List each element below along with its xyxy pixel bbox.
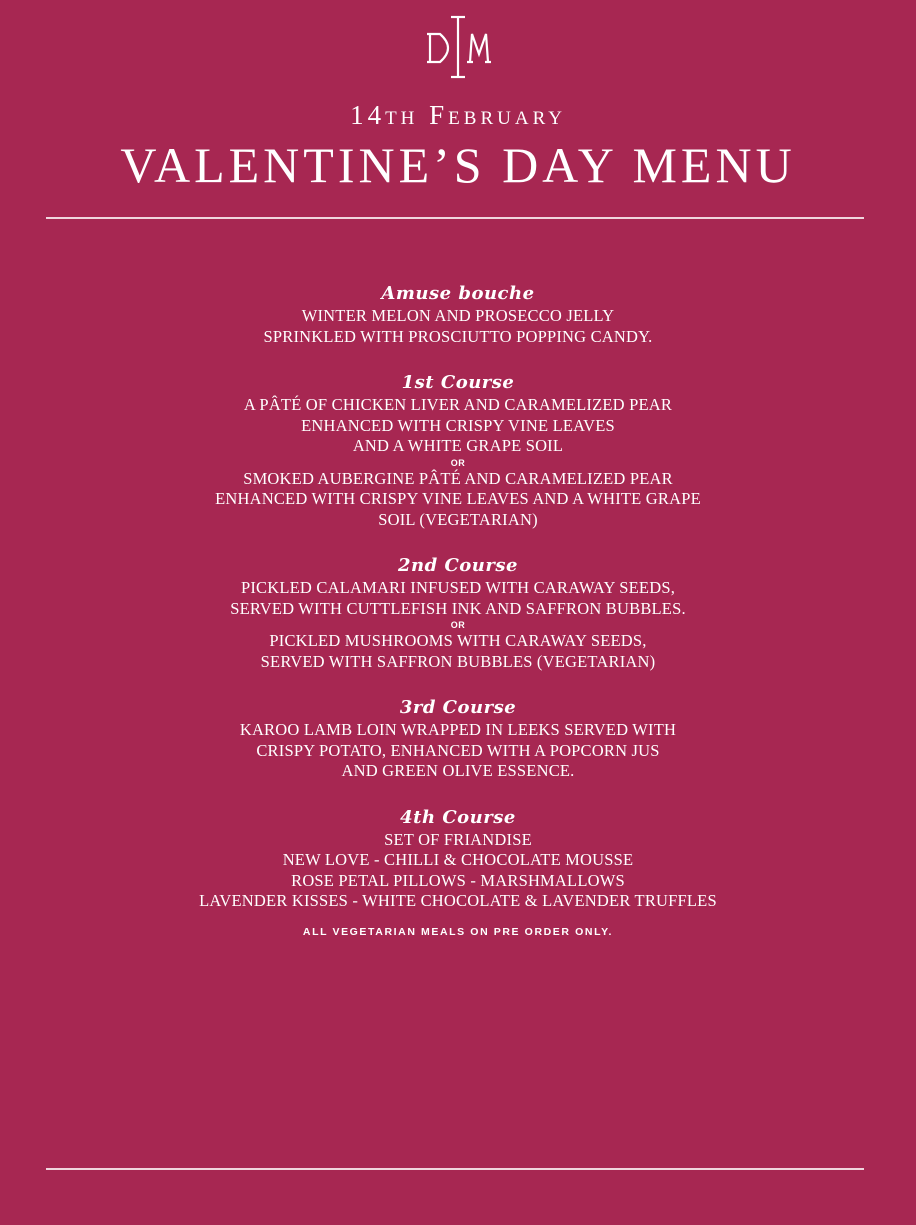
- dish-line: SOIL (VEGETARIAN): [378, 509, 538, 529]
- or-separator: OR: [450, 457, 466, 468]
- course-amuse-bouche: [0, 282, 916, 347]
- dim-monogram-logo: [418, 14, 498, 80]
- menu-date: 14th February: [350, 100, 566, 130]
- dish-line: AND GREEN OLIVE ESSENCE.: [341, 761, 575, 780]
- course-title: 1st Course: [401, 372, 515, 393]
- course-4th: [0, 806, 916, 912]
- vegetarian-note: ALL VEGETARIAN MEALS ON PRE ORDER ONLY.: [302, 925, 614, 938]
- dish-line: CRISPY POTATO, ENHANCED WITH A POPCORN JUS: [256, 740, 660, 760]
- course-title: 4th Course: [400, 806, 516, 828]
- dish-line: NEW LOVE - CHILLI & CHOCOLATE MOUSSE: [282, 850, 634, 869]
- course-title: Amuse bouche: [381, 283, 535, 304]
- dish-line: SMOKED AUBERGINE PÂTÉ AND CARAMELIZED PEAR: [243, 468, 673, 488]
- or-separator: OR: [450, 620, 466, 630]
- dish-line: LAVENDER KISSES - WHITE CHOCOLATE & LAVENDER TRUFFLES: [199, 891, 717, 910]
- bottom-divider: [46, 1168, 864, 1170]
- dish-line: ENHANCED WITH CRISPY VINE LEAVES AND A WHITE GRAPE: [215, 489, 701, 508]
- page-title: VALENTINE’S DAY MENU: [120, 137, 796, 193]
- dish-line: SET OF FRIANDISE: [384, 829, 532, 849]
- course-title: 2nd Course: [398, 555, 518, 576]
- menu-body: [0, 282, 916, 938]
- course-title: 3rd Course: [399, 697, 517, 718]
- dish-line: KAROO LAMB LOIN WRAPPED IN LEEKS SERVED WITH: [239, 720, 677, 739]
- dish-line: AND A WHITE GRAPE SOIL: [352, 436, 564, 455]
- dish-line: A PÂTÉ OF CHICKEN LIVER AND CARAMELIZED PEAR: [243, 395, 673, 414]
- course-2nd: [0, 554, 916, 672]
- dish-line: SERVED WITH SAFFRON BUBBLES (VEGETARIAN): [260, 651, 656, 671]
- dish-line: PICKLED CALAMARI INFUSED WITH CARAWAY SEEDS,: [240, 578, 676, 597]
- dish-line: WINTER MELON AND PROSECCO JELLY: [301, 306, 615, 325]
- dish-line: ENHANCED WITH CRISPY VINE LEAVES: [301, 415, 615, 435]
- course-1st: [0, 371, 916, 530]
- dish-line: ROSE PETAL PILLOWS - MARSHMALLOWS: [291, 870, 625, 890]
- course-3rd: [0, 696, 916, 782]
- dish-line: SERVED WITH CUTTLEFISH INK AND SAFFRON BUBBLES.: [230, 598, 686, 618]
- dish-line: SPRINKLED WITH PROSCIUTTO POPPING CANDY.: [263, 326, 653, 346]
- top-divider: [46, 217, 864, 219]
- dish-line: PICKLED MUSHROOMS WITH CARAWAY SEEDS,: [269, 631, 647, 650]
